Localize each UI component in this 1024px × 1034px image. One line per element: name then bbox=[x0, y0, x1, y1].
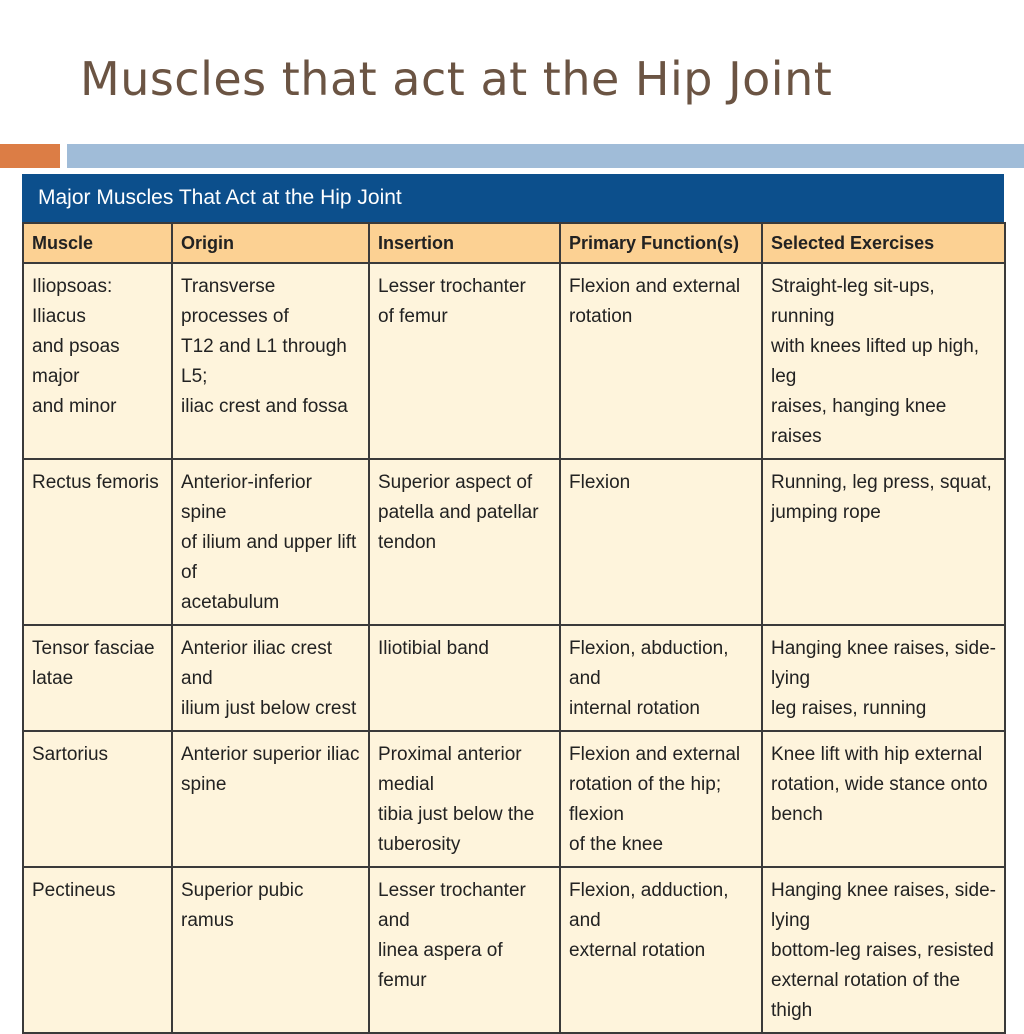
cell-insertion: Lesser trochanter of femur bbox=[369, 263, 560, 459]
cell-insertion: Proximal anterior medial tibia just below the tuberosity bbox=[369, 731, 560, 867]
cell-insertion: Lesser trochanter and linea aspera of femur bbox=[369, 867, 560, 1033]
cell-muscle: Tensor fasciae latae bbox=[23, 625, 172, 731]
cell-function: Flexion and external rotation of the hip; flexion of the knee bbox=[560, 731, 762, 867]
cell-origin: Superior pubic ramus bbox=[172, 867, 369, 1033]
cell-insertion: Superior aspect of patella and patellar tendon bbox=[369, 459, 560, 625]
cell-muscle: Iliopsoas: Iliacus and psoas major and minor bbox=[23, 263, 172, 459]
cell-origin: Transverse processes of T12 and L1 through L5; iliac crest and fossa bbox=[172, 263, 369, 459]
cell-function: Flexion, abduction, and internal rotation bbox=[560, 625, 762, 731]
cell-insertion: Iliotibial band bbox=[369, 625, 560, 731]
muscle-table-container bbox=[22, 174, 1004, 1021]
table-row bbox=[23, 867, 1005, 1033]
cell-exercises: Straight-leg sit-ups, running with knees lifted up high, leg raises, hanging knee raises bbox=[762, 263, 1005, 459]
slide-title: Muscles that act at the Hip Joint bbox=[80, 52, 833, 106]
accent-bar-blue bbox=[67, 144, 1024, 168]
table-header-row bbox=[23, 223, 1005, 263]
table-row bbox=[23, 731, 1005, 867]
accent-bar-orange bbox=[0, 144, 60, 168]
cell-function: Flexion bbox=[560, 459, 762, 625]
cell-origin: Anterior-inferior spine of ilium and upper lift of acetabulum bbox=[172, 459, 369, 625]
table-row bbox=[23, 263, 1005, 459]
cell-muscle: Sartorius bbox=[23, 731, 172, 867]
cell-muscle: Rectus femoris bbox=[23, 459, 172, 625]
header-selected-exercises: Selected Exercises bbox=[762, 223, 1005, 263]
cell-exercises: Hanging knee raises, side-lying leg raises, running bbox=[762, 625, 1005, 731]
muscle-table bbox=[22, 222, 1006, 1034]
table-row bbox=[23, 459, 1005, 625]
header-primary-function: Primary Function(s) bbox=[560, 223, 762, 263]
cell-function: Flexion and external rotation bbox=[560, 263, 762, 459]
cell-origin: Anterior superior iliac spine bbox=[172, 731, 369, 867]
cell-exercises: Running, leg press, squat, jumping rope bbox=[762, 459, 1005, 625]
cell-origin: Anterior iliac crest and ilium just below crest bbox=[172, 625, 369, 731]
table-row bbox=[23, 625, 1005, 731]
cell-muscle: Pectineus bbox=[23, 867, 172, 1033]
cell-exercises: Knee lift with hip external rotation, wide stance onto bench bbox=[762, 731, 1005, 867]
table-caption: Major Muscles That Act at the Hip Joint bbox=[22, 174, 1004, 222]
header-origin: Origin bbox=[172, 223, 369, 263]
header-muscle: Muscle bbox=[23, 223, 172, 263]
cell-function: Flexion, adduction, and external rotation bbox=[560, 867, 762, 1033]
header-insertion: Insertion bbox=[369, 223, 560, 263]
cell-exercises: Hanging knee raises, side-lying bottom-leg raises, resisted external rotation of the thigh bbox=[762, 867, 1005, 1033]
